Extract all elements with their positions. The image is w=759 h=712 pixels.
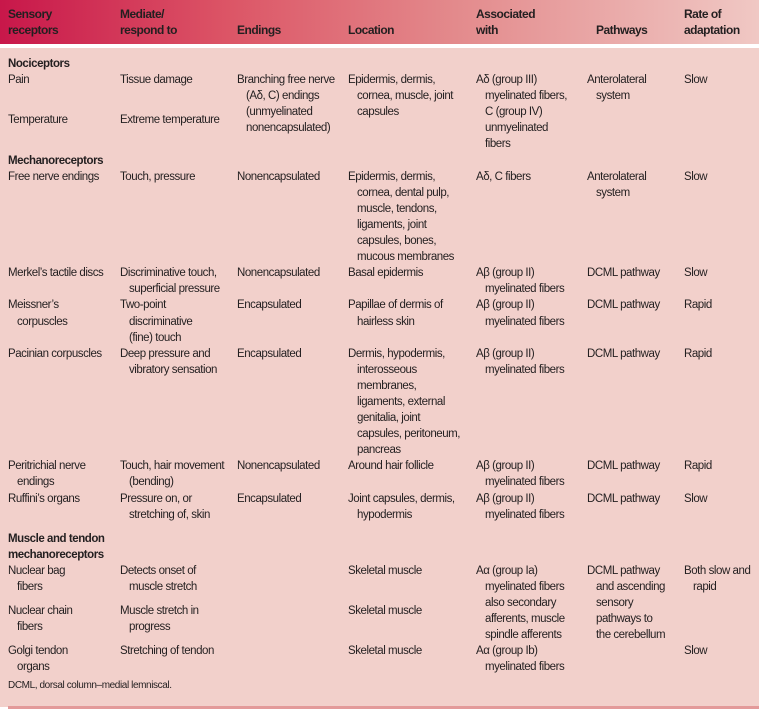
cell-endings [237, 603, 348, 643]
cell-associated-with [476, 265, 587, 297]
cell-receptor [0, 265, 120, 297]
cell-line: myelinated fibers, [485, 90, 568, 103]
cell-line: Rapid [684, 299, 712, 312]
cell-pathways [587, 265, 684, 297]
cell-line: myelinated fibers [485, 315, 565, 328]
cell-endings [237, 265, 348, 297]
cell-line: hypodermis [357, 508, 412, 521]
section-heading-row [0, 531, 759, 563]
cell-pathways [587, 643, 684, 675]
cell-line: (bending) [129, 476, 174, 489]
cell-line: DCML pathway [587, 460, 660, 473]
cell-adaptation [684, 491, 759, 523]
cell-line: DCML pathway [587, 564, 660, 577]
section-heading [0, 56, 759, 72]
cell-line: Encapsulated [237, 347, 302, 360]
cell-line: Anterolateral [587, 170, 647, 183]
header-rate-of-adaptation: Rate of adaptation [684, 7, 740, 37]
cell-line: myelinated fibers [485, 581, 565, 593]
cell-location [348, 169, 476, 266]
cell-line: Extreme temperature [120, 114, 220, 127]
cell-adaptation [684, 643, 759, 675]
cell-line: Free nerve endings [8, 170, 99, 183]
cell-line: interosseous [357, 363, 417, 376]
header-associated-with: Associated with [476, 7, 536, 37]
table-row-peritrichial-nerve-endings [0, 458, 759, 490]
cell-line: progress [129, 621, 171, 634]
table-row-merkels-tactile-discs [0, 265, 759, 297]
cell-stimulus [120, 297, 237, 345]
cell-associated-with [476, 297, 587, 345]
cell-line: Muscle stretch in [120, 605, 199, 618]
cell-line: Slow [684, 170, 708, 183]
cell-stimulus [120, 603, 237, 643]
table-header [0, 0, 759, 44]
cell-line: Aβ (group II) [476, 267, 535, 280]
cell-pathways [587, 458, 684, 490]
cell-line: Touch, pressure [120, 170, 196, 183]
cell-line: capsules [357, 106, 399, 119]
cell-line: myelinated fibers [485, 508, 565, 521]
cell-line: Pacinian corpuscles [8, 347, 102, 360]
cell-line: DCML pathway [587, 347, 660, 360]
cell-line: Slow [684, 645, 708, 658]
cell-line: Meissner’s [8, 299, 59, 312]
cell-line: Branching free nerve [237, 74, 335, 87]
cell-line: Papillae of dermis of [348, 299, 443, 312]
cell-line: Ruffini’s organs [8, 492, 80, 505]
cell-line: Aα (group Ib) [476, 645, 538, 658]
cell-line: membranes, [357, 379, 417, 392]
cell-endings [237, 458, 348, 490]
cell-stimulus [120, 112, 237, 152]
cell-line: Rapid [684, 347, 712, 360]
cell-receptor [0, 458, 120, 490]
cell-line: Nonencapsulated [237, 267, 320, 280]
cell-line: hairless skin [357, 315, 415, 328]
cell-line: DCML pathway [587, 492, 660, 505]
bottom-rule [8, 706, 759, 709]
cell-line: DCML pathway [587, 267, 660, 280]
cell-line: Slow [684, 267, 708, 280]
cell-line: Aβ (group II) [476, 460, 535, 473]
cell-line: Touch, hair movement [120, 460, 225, 473]
cell-line: Two-point [120, 299, 166, 312]
table-row-pain [0, 72, 759, 112]
cell-line: muscle, tendons, [357, 202, 437, 215]
cell-pathways [587, 346, 684, 459]
cell-line: Aβ (group II) [476, 299, 535, 312]
cell-pathways [587, 169, 684, 266]
table-body [0, 48, 759, 707]
cell-receptor [0, 112, 120, 152]
cell-line: Skeletal muscle [348, 605, 422, 618]
cell-line: Encapsulated [237, 492, 302, 505]
cell-location [348, 72, 476, 152]
cell-line: muscle stretch [129, 581, 197, 593]
footnote: DCML, dorsal column–medial lemniscal. [8, 680, 172, 691]
cell-stimulus [120, 169, 237, 266]
cell-line: ligaments, joint [357, 218, 427, 231]
cell-line: pancreas [357, 444, 401, 457]
cell-line: capsules, peritoneum, [357, 428, 461, 441]
cell-location [348, 297, 476, 345]
heading-line: mechanoreceptors [8, 548, 104, 561]
cell-line: corpuscles [17, 315, 68, 328]
cell-line: mucous membranes [357, 251, 454, 264]
cell-associated-with [476, 643, 587, 675]
cell-receptor [0, 491, 120, 523]
cell-line: Both slow and [684, 564, 751, 577]
cell-line: sensory [596, 597, 634, 610]
cell-endings [237, 169, 348, 266]
cell-location [348, 563, 476, 603]
heading-line: Muscle and tendon [8, 532, 105, 545]
cell-adaptation [684, 169, 759, 266]
header-endings: Endings [237, 23, 281, 37]
cell-receptor [0, 72, 120, 112]
cell-endings [237, 643, 348, 675]
heading-line: Mechanoreceptors [8, 154, 104, 167]
cell-line: fibers [485, 138, 511, 151]
cell-line: the cerebellum [596, 629, 666, 642]
cell-adaptation [684, 563, 759, 643]
cell-line: Golgi tendon [8, 645, 68, 658]
cell-location [348, 458, 476, 490]
cell-line: Nuclear bag [8, 564, 66, 577]
cell-pathways [587, 297, 684, 345]
cell-receptor [0, 643, 120, 675]
cell-line: superficial pressure [129, 283, 220, 296]
cell-stimulus [120, 458, 237, 490]
heading-line: Nociceptors [8, 58, 70, 70]
cell-stimulus [120, 563, 237, 603]
cell-line: Encapsulated [237, 299, 302, 312]
cell-endings [237, 346, 348, 459]
cell-line: genitalia, joint [357, 412, 421, 425]
cell-line: spindle afferents [485, 629, 562, 642]
cell-line: system [596, 90, 630, 103]
cell-line: myelinated fibers [485, 363, 565, 376]
table-row-pacinian-corpuscles [0, 346, 759, 459]
cell-line: Joint capsules, dermis, [348, 492, 455, 505]
cell-line: nonencapsulated) [246, 122, 331, 135]
cell-location [348, 346, 476, 459]
cell-endings [237, 491, 348, 523]
cell-line: Deep pressure and [120, 347, 211, 360]
cell-receptor [0, 603, 120, 643]
section-heading-row [0, 56, 759, 72]
cell-associated-with [476, 169, 587, 266]
cell-line: ligaments, external [357, 395, 445, 408]
cell-line: Epidermis, dermis, [348, 74, 436, 87]
cell-line: cornea, dental pulp, [357, 186, 450, 199]
cell-line: fibers [17, 581, 43, 593]
cell-line: Pressure on, or [120, 492, 192, 505]
cell-pathways [587, 491, 684, 523]
cell-line: Pain [8, 74, 30, 87]
cell-line: unmyelinated [485, 122, 549, 135]
cell-adaptation [684, 346, 759, 459]
table-row-free-nerve-endings [0, 169, 759, 266]
cell-receptor [0, 297, 120, 345]
cell-line: Detects onset of [120, 564, 196, 577]
cell-line: Aα (group Ia) [476, 564, 538, 577]
cell-line: Dermis, hypodermis, [348, 347, 445, 360]
cell-adaptation [684, 265, 759, 297]
cell-receptor [0, 169, 120, 266]
cell-line: Tissue damage [120, 74, 193, 87]
cell-receptor [0, 563, 120, 603]
cell-stimulus [120, 265, 237, 297]
cell-stimulus [120, 346, 237, 459]
cell-pathways [587, 563, 684, 643]
cell-associated-with [476, 72, 587, 152]
table-row-golgi-tendon-organs [0, 643, 759, 675]
cell-line: pathways to [596, 613, 653, 626]
cell-line: Nonencapsulated [237, 170, 320, 183]
table-row-nuclear-bag-fibers [0, 563, 759, 603]
sensory-receptors-table [0, 56, 759, 676]
cell-line: Basal epidermis [348, 267, 424, 280]
cell-stimulus [120, 643, 237, 675]
cell-line: Around hair follicle [348, 460, 434, 473]
cell-line: Aβ (group II) [476, 347, 535, 360]
cell-line: Aδ, C fibers [476, 170, 531, 183]
cell-endings [237, 563, 348, 603]
cell-line: vibratory sensation [129, 363, 217, 376]
cell-location [348, 603, 476, 643]
table-row-meissners-corpuscles [0, 297, 759, 345]
cell-endings [237, 72, 348, 152]
cell-line: Aβ (group II) [476, 492, 535, 505]
header-mediate: Mediate/ respond to [120, 7, 177, 37]
cell-line: (fine) touch [129, 331, 182, 344]
cell-line: Slow [684, 492, 708, 505]
cell-line: Skeletal muscle [348, 645, 422, 658]
cell-location [348, 491, 476, 523]
cell-location [348, 643, 476, 675]
cell-line: cornea, muscle, joint [357, 90, 454, 103]
cell-line: discriminative [129, 315, 193, 328]
cell-receptor [0, 346, 120, 459]
cell-line: DCML pathway [587, 299, 660, 312]
cell-adaptation [684, 458, 759, 490]
cell-line: Nonencapsulated [237, 460, 320, 473]
cell-line: also secondary [485, 597, 557, 610]
cell-line: Merkel’s tactile discs [8, 267, 104, 280]
cell-associated-with [476, 346, 587, 459]
cell-line: fibers [17, 621, 43, 634]
cell-line: Stretching of tendon [120, 645, 214, 658]
cell-adaptation [684, 297, 759, 345]
cell-location [348, 265, 476, 297]
section-heading [0, 531, 759, 563]
cell-associated-with [476, 491, 587, 523]
cell-line: myelinated fibers [485, 283, 565, 296]
cell-line: Slow [684, 74, 708, 87]
cell-line: stretching of, skin [129, 508, 210, 521]
cell-line: (unmyelinated [246, 106, 313, 119]
cell-line: myelinated fibers [485, 661, 565, 674]
header-location: Location [348, 23, 394, 37]
cell-line: capsules, bones, [357, 235, 437, 248]
cell-line: system [596, 186, 630, 199]
header-pathways: Pathways [596, 23, 648, 37]
cell-line: organs [17, 661, 50, 674]
cell-line: myelinated fibers [485, 476, 565, 489]
cell-line: Peritrichial nerve [8, 460, 86, 473]
cell-line: Anterolateral [587, 74, 647, 87]
header-sensory-receptors: Sensory receptors [8, 7, 59, 37]
cell-endings [237, 297, 348, 345]
cell-line: and ascending [596, 581, 665, 593]
cell-line: Temperature [8, 114, 68, 127]
cell-line: Discriminative touch, [120, 267, 217, 280]
cell-line: Nuclear chain [8, 605, 73, 618]
section-heading-row [0, 153, 759, 169]
table-row-ruffinis-organs [0, 491, 759, 523]
cell-adaptation [684, 72, 759, 152]
cell-line: Epidermis, dermis, [348, 170, 436, 183]
cell-line: Aδ (group III) [476, 74, 537, 87]
cell-line: C (group IV) [485, 106, 543, 119]
cell-associated-with [476, 458, 587, 490]
spacer-row [0, 523, 759, 531]
cell-line: (Aδ, C) endings [246, 90, 320, 103]
cell-line: Rapid [684, 460, 712, 473]
cell-pathways [587, 72, 684, 152]
cell-line: Skeletal muscle [348, 564, 422, 577]
cell-line: afferents, muscle [485, 613, 565, 626]
cell-line: endings [17, 476, 55, 489]
cell-stimulus [120, 72, 237, 112]
cell-associated-with [476, 563, 587, 643]
section-heading [0, 153, 759, 169]
cell-line: rapid [693, 581, 717, 593]
spacer [0, 523, 759, 531]
cell-stimulus [120, 491, 237, 523]
